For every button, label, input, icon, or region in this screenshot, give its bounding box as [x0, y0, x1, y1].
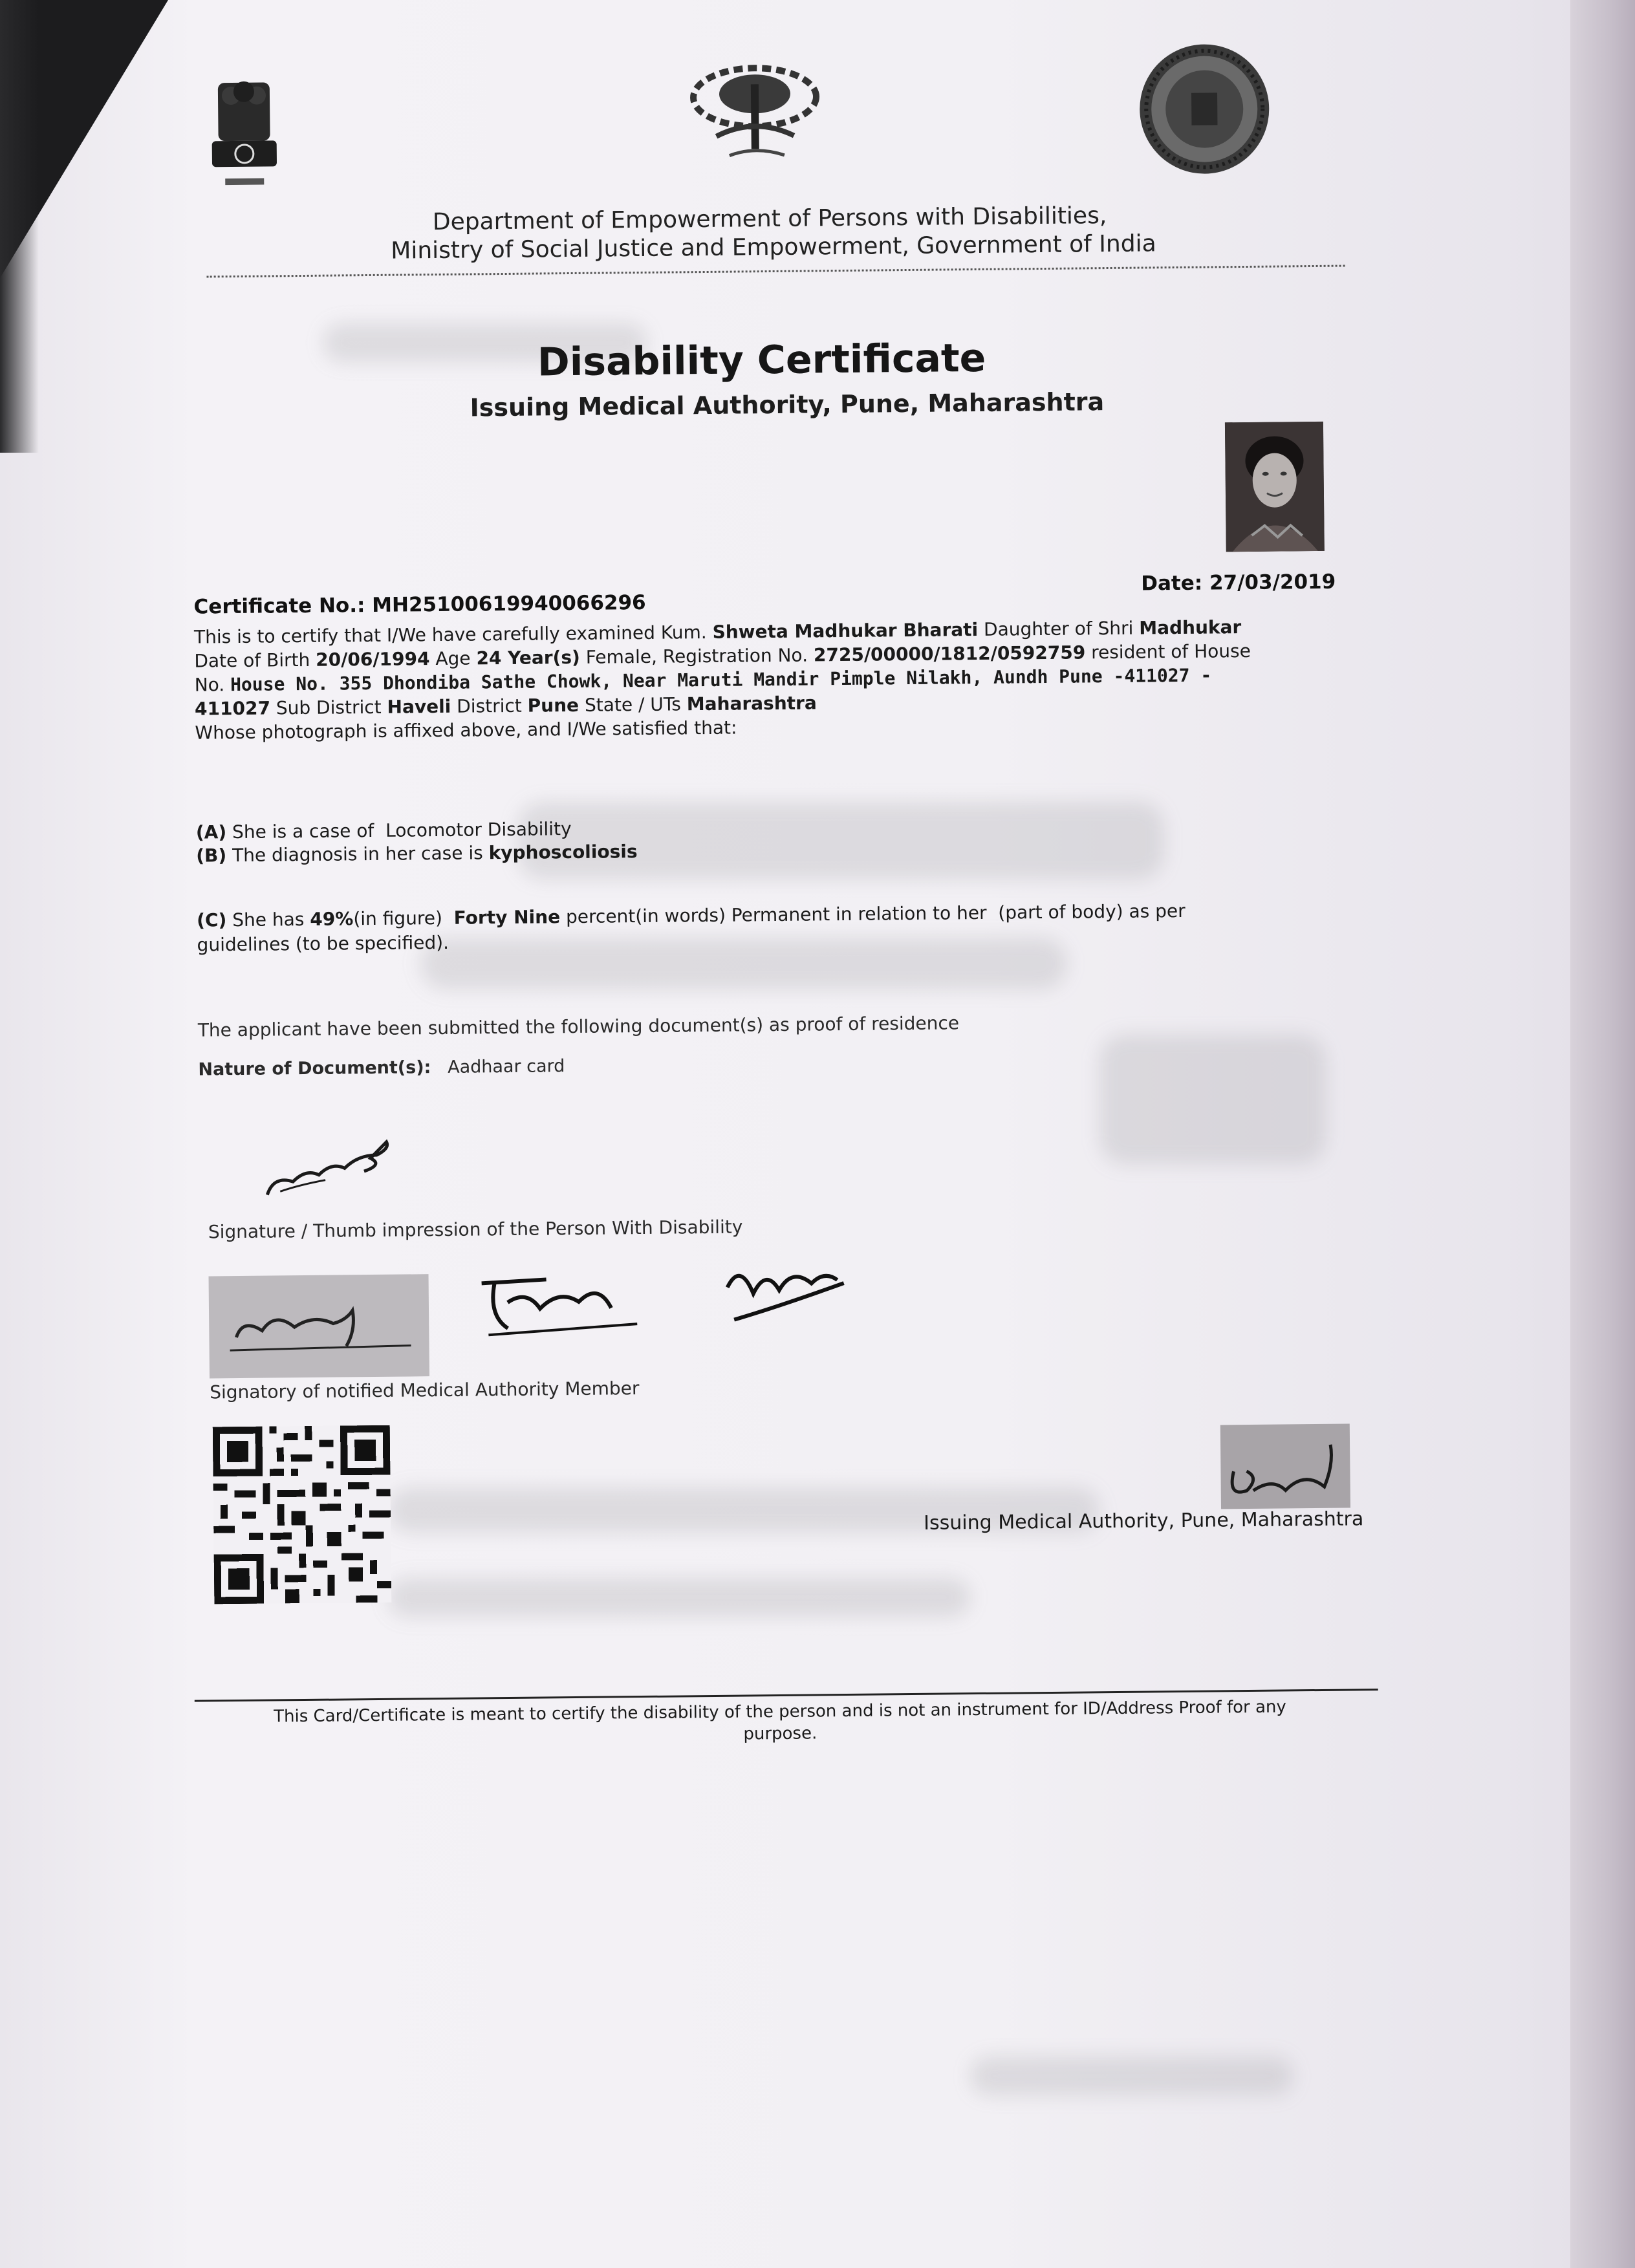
- applicant-photo: [1225, 422, 1325, 552]
- qr-code: [213, 1425, 392, 1604]
- paragraph-line: Whose photograph is affixed above, and I/We satisfied that:: [195, 717, 737, 744]
- disability-type: Locomotor Disability: [385, 818, 572, 841]
- authority-signature: [1220, 1425, 1350, 1509]
- person-name: Shweta Madhukar Bharati: [712, 618, 979, 643]
- age: 24 Year(s): [476, 646, 581, 669]
- nature-value: Aadhaar card: [448, 1056, 565, 1077]
- body-text: State / UTs: [584, 693, 682, 716]
- header-divider: [207, 265, 1345, 278]
- certificate-number-value: MH25100619940066296: [372, 590, 646, 617]
- certificate-number-label: Certificate No.:: [193, 594, 365, 619]
- certificate-number: [193, 591, 645, 619]
- member-signature-3: [714, 1247, 863, 1333]
- diagnosis: kyphoscoliosis: [488, 841, 638, 864]
- certification-paragraph: [194, 614, 1347, 745]
- department-name-line2: Ministry of Social Justice and Empowerment, Government of India: [391, 230, 1156, 265]
- state: Maharashtra: [686, 692, 817, 715]
- item-c: [197, 900, 1186, 931]
- member-signature-1: [217, 1284, 424, 1363]
- date-of-birth: 20/06/1994: [316, 648, 430, 671]
- issuing-authority-label: Issuing Medical Authority, Pune, Maharashtra: [924, 1507, 1364, 1535]
- member-signature-2: [468, 1262, 650, 1348]
- item-text: (in figure): [353, 907, 443, 930]
- certificate-subtitle: Issuing Medical Authority, Pune, Maharashtra: [470, 387, 1105, 422]
- item-text: The diagnosis in her case is: [232, 842, 483, 867]
- body-text: No.: [194, 674, 225, 696]
- address: House No. 355 Dhondiba Sathe Chowk, Near Maruti Mandir Pimple Nilakh, Aundh Pune -411027 -: [230, 664, 1212, 696]
- person-signature: [254, 1129, 409, 1207]
- registration-number: 2725/00000/1812/0592759: [813, 642, 1086, 666]
- body-text: resident of House: [1090, 640, 1251, 664]
- nature-of-document: [198, 1056, 565, 1079]
- item-a: [196, 818, 572, 843]
- nature-label: Nature of Document(s):: [198, 1057, 431, 1080]
- issue-date-value: 27/03/2019: [1209, 570, 1336, 595]
- item-text: She is a case of: [232, 819, 374, 843]
- signatory-label: Signatory of notified Medical Authority Member: [210, 1377, 640, 1403]
- proof-statement: The applicant have been submitted the following document(s) as proof of residence: [197, 1012, 960, 1041]
- person-signature-label: Signature / Thumb impression of the Person With Disability: [208, 1216, 743, 1243]
- certificate-title: Disability Certificate: [537, 335, 986, 385]
- department-name-line1: Department of Empowerment of Persons with Disabilities,: [432, 202, 1107, 236]
- pincode: 411027: [194, 697, 271, 720]
- sub-district: Haveli: [387, 695, 451, 718]
- father-name: Madhukar: [1139, 616, 1242, 639]
- item-label: (A): [195, 821, 227, 843]
- disability-percent-words: Forty Nine: [453, 906, 561, 929]
- body-text: Sub District: [276, 696, 382, 719]
- item-text: (part of body) as per: [998, 900, 1186, 923]
- item-label: (C): [197, 909, 227, 931]
- body-text: Female, Registration No.: [585, 644, 808, 668]
- item-text: percent(in words) Permanent in relation to her: [565, 902, 987, 928]
- item-b: [196, 841, 638, 867]
- body-text: Date of Birth: [194, 649, 310, 672]
- body-text: This is to certify that I/We have carefully examined Kum.: [193, 621, 707, 648]
- item-text: She has: [232, 909, 305, 931]
- footer-disclaimer: This Card/Certificate is meant to certify the disability of the person and is not an instrument for ID/Address Proof for any purpose.: [274, 1697, 1286, 1744]
- body-text: District: [457, 695, 522, 717]
- disability-percent: 49%: [310, 908, 354, 930]
- district: Pune: [527, 694, 579, 717]
- state-seal-icon: [1136, 41, 1273, 178]
- body-text: Age: [435, 647, 471, 670]
- body-text: Daughter of Shri: [983, 617, 1134, 640]
- national-emblem-icon: [199, 76, 290, 206]
- item-c-continued: guidelines (to be specified).: [197, 931, 449, 956]
- issue-date: [1141, 570, 1336, 596]
- swavalamban-logo-icon: [677, 58, 833, 169]
- item-label: (B): [196, 845, 227, 867]
- issue-date-label: Date:: [1141, 571, 1203, 596]
